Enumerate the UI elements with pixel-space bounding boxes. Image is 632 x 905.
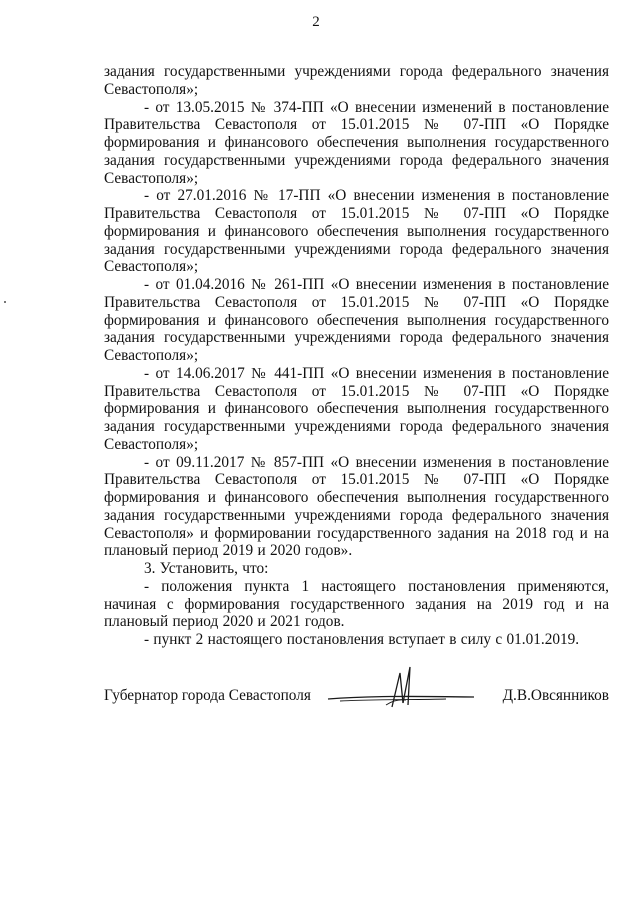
document-body bbox=[104, 63, 609, 649]
signature-block bbox=[104, 687, 609, 727]
paragraph-continuation: задания государственными учреждениями города федерального значения Севастополя»; bbox=[104, 63, 609, 98]
paragraph-item-441: - от 14.06.2017 № 441-ПП «О внесении изменения в постановление Правительства Севастополя от 15.01.2015 № 07-ПП «О Порядке формирования и финансового обеспечения выполнения государственного задания государственными учреждениями города федерального значения Севастополя»; bbox=[104, 364, 609, 453]
handwritten-signature bbox=[326, 663, 486, 713]
signatory-position: Губернатор города Севастополя bbox=[104, 687, 311, 704]
paragraph-item-261: - от 01.04.2016 № 261-ПП «О внесении изменения в постановление Правительства Севастополя от 15.01.2015 № 07-ПП «О Порядке формирования и финансового обеспечения выполнения государственного задания государственными учреждениями города федерального значения Севастополя»; bbox=[104, 276, 609, 364]
paragraph-item-857: - от 09.11.2017 № 857-ПП «О внесении изменения в постановление Правительства Севастополя от 15.01.2015 № 07-ПП «О Порядке формирования и финансового обеспечения выполнения государственного задания государственными учреждениями города федерального значения Севастополя» и формировании государственного задания на 2018 год и на плановый период 2019 и 2020 годов». bbox=[104, 453, 609, 560]
paragraph-item-374: - от 13.05.2015 № 374-ПП «О внесении изменений в постановление Правительства Севастополя от 15.01.2015 № 07-ПП «О Порядке формирования и финансового обеспечения выполнения государственного задания государственными учреждениями города федерального значения Севастополя»; bbox=[104, 98, 609, 187]
paragraph-item-17: - от 27.01.2016 № 17-ПП «О внесении изменения в постановление Правительства Севастополя от 15.01.2015 № 07-ПП «О Порядке формирования и финансового обеспечения выполнения государственного задания государственными учреждениями города федерального значения Севастополя»; bbox=[104, 187, 609, 276]
paragraph-clause-3: 3. Установить, что: bbox=[144, 560, 269, 577]
signatory-name: Д.В.Овсянников bbox=[502, 687, 609, 704]
page-number: 2 bbox=[312, 14, 320, 30]
scan-artifact bbox=[4, 301, 6, 303]
paragraph-clause-3-item-2: - пункт 2 настоящего постановления вступает в силу с 01.01.2019. bbox=[144, 631, 580, 648]
paragraph-clause-3-item-1: - положения пункта 1 настоящего постановления применяются, начиная с формирования государственного задания на 2019 год и на плановый период 2020 и 2021 годов. bbox=[104, 577, 609, 631]
